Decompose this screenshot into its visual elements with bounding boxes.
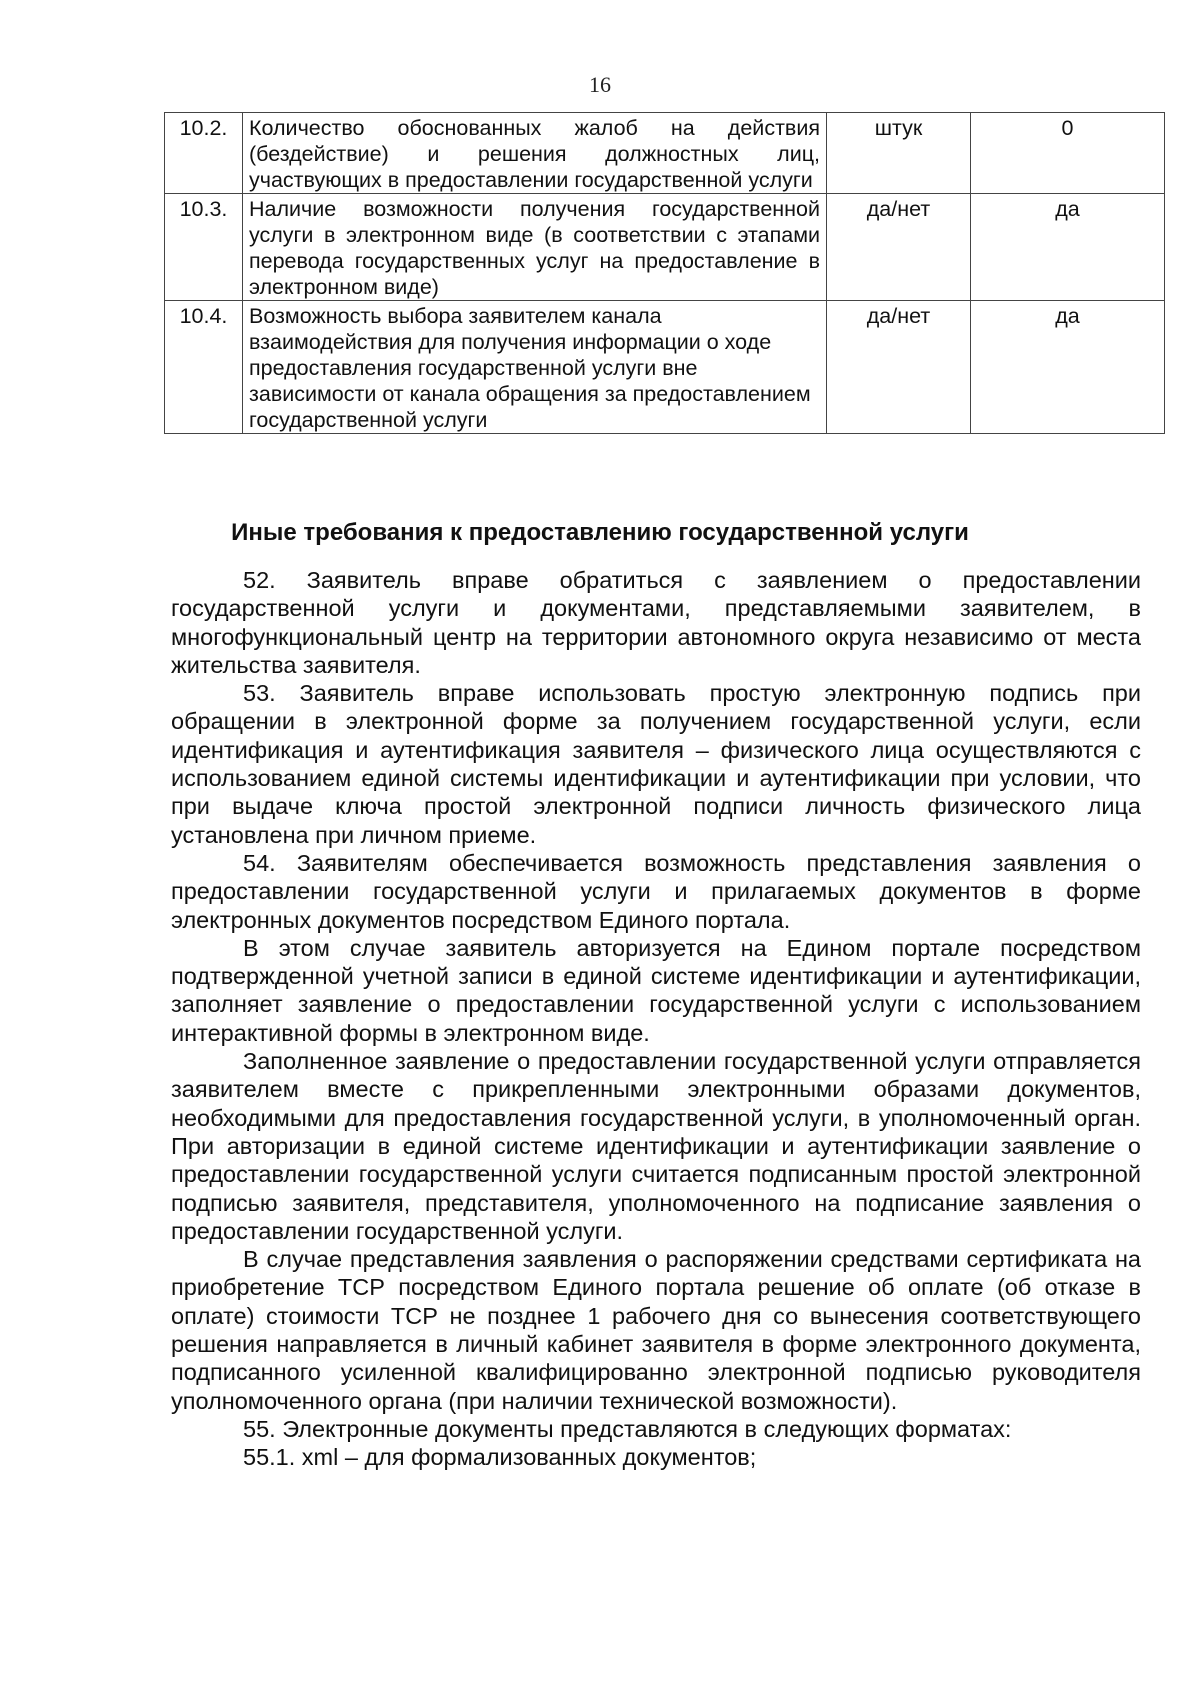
- paragraph-52: 52. Заявитель вправе обратиться с заявлением о предоставлении государственной услуги и документами, представляемыми заявителем, в многофункциональный центр на территории автономного округа независимо от места жительства заявителя.: [171, 567, 1141, 678]
- paragraph-54-portal-auth: В этом случае заявитель авторизуется на Едином портале посредством подтвержденной учетной записи в единой системе идентификации и аутентификации, заполняет заявление о предоставлении государственной услуги с использованием интерактивной формы в электронном виде.: [171, 934, 1141, 1046]
- page-number: 16: [589, 72, 611, 97]
- row-value: 0: [971, 113, 1165, 194]
- row-value: да: [971, 301, 1165, 434]
- table-row: [165, 301, 1165, 434]
- paragraph-55-1: 55.1. xml – для формализованных документов;: [243, 1444, 757, 1471]
- paragraph-54-submission: Заполненное заявление о предоставлении государственной услуги отправляется заявителем вместе с прикрепленными электронными образами документов, необходимыми для предоставления государственной услуги, в уполномоченный орган. При авторизации в единой системе идентификации и аутентификации заявление о предоставлении государственной услуги считается подписанным простой электронной подписью заявителя, представителя, уполномоченного на подписание заявления о предоставлении государственной услуги.: [171, 1048, 1141, 1244]
- paragraph-54-tsr-decision: В случае представления заявления о распоряжении средствами сертификата на приобретение ТСР посредством Единого портала решение об оплате (об отказе в оплате) стоимости ТСР не позднее 1 рабочего дня со вынесения соответствующего решения направляется в личный кабинет заявителя в форме электронного документа, подписанного усиленной квалифицированно электронной подписью руководителя уполномоченного органа (при наличии технической возможности).: [171, 1246, 1141, 1414]
- row-number: 10.3.: [165, 194, 243, 301]
- row-value: да: [971, 194, 1165, 301]
- row-number: 10.2.: [165, 113, 243, 194]
- row-number: 10.4.: [165, 301, 243, 434]
- paragraph-53: 53. Заявитель вправе использовать простую электронную подпись при обращении в электронной форме за получением государственной услуги, если идентификация и аутентификация заявителя – физического лица осуществляются с использованием единой системы идентификации и аутентификации при условии, что при выдаче ключа простой электронной подписи личность физического лица установлена при личном приеме.: [171, 680, 1141, 848]
- section-heading: Иные требования к предоставлению государственной услуги: [231, 519, 969, 546]
- row-description: Наличие возможности получения государственной услуги в электронном виде (в соответствии с этапами перевода государственных услуг на предоставление в электронном виде): [243, 194, 827, 301]
- table-row: [165, 194, 1165, 301]
- row-unit: штук: [827, 113, 971, 194]
- row-unit: да/нет: [827, 194, 971, 301]
- row-unit: да/нет: [827, 301, 971, 434]
- row-description: Количество обоснованных жалоб на действия (бездействие) и решения должностных лиц, участвующих в предоставлении государственной услуги: [243, 113, 827, 194]
- indicators-table: [164, 112, 1165, 434]
- paragraph-55: 55. Электронные документы представляются в следующих форматах:: [243, 1415, 1012, 1442]
- table-row: [165, 113, 1165, 194]
- body-text: [171, 566, 1141, 1472]
- row-description: Возможность выбора заявителем канала взаимодействия для получения информации о ходе предоставления государственной услуги вне зависимости от канала обращения за предоставлением государственной услуги: [243, 301, 827, 434]
- paragraph-54: 54. Заявителям обеспечивается возможность представления заявления о предоставлении государственной услуги и прилагаемых документов в форме электронных документов посредством Единого портала.: [171, 849, 1141, 933]
